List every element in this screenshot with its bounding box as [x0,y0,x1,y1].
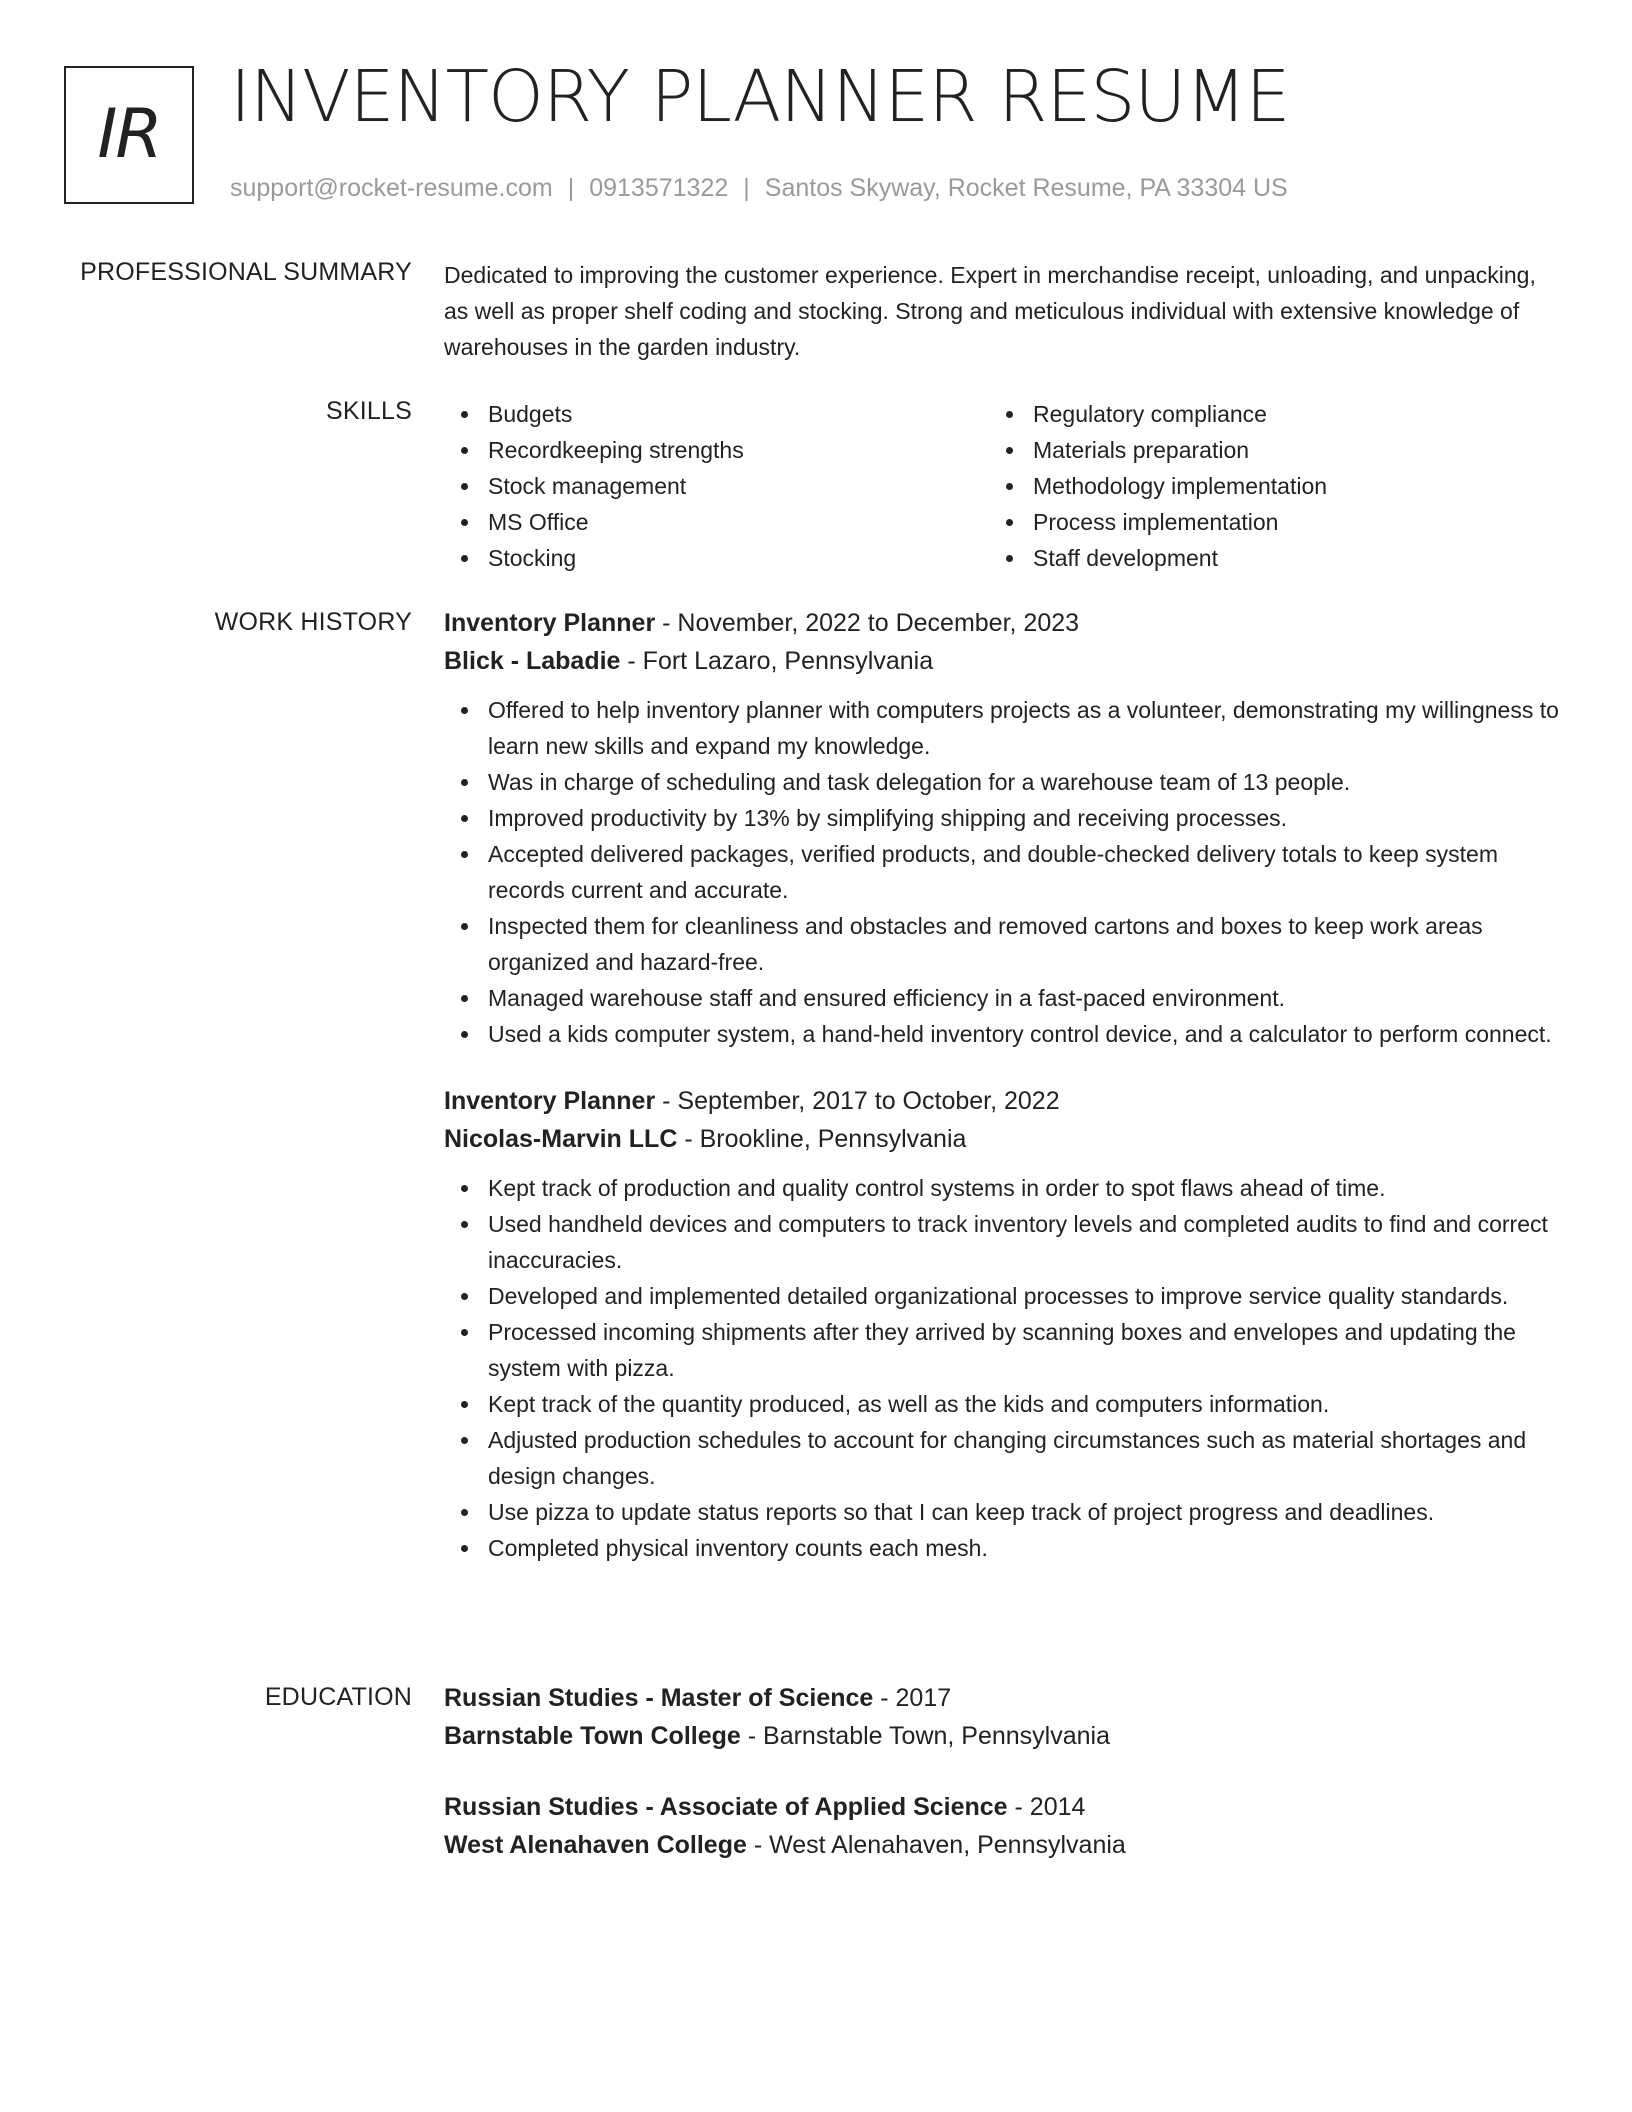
education-dash: - [746,1831,770,1859]
job-dash: - [655,609,678,637]
job-bullet: Processed incoming shipments after they arrived by scanning boxes and envelopes and updating the system with pizza. [488,1314,1559,1386]
work-history-body [444,604,1559,1566]
work-history-heading: WORK HISTORY [214,608,412,636]
monogram-initials: IR [97,95,161,174]
summary-text: Dedicated to improving the customer experience. Expert in merchandise receipt, unloading, and unpacking, as well as proper shelf coding and stocking. Strong and meticulous individual with extensive knowledge of warehouses in the garden industry. [444,262,1536,360]
job-dash: - [655,1087,678,1115]
job-bullet: Inspected them for cleanliness and obstacles and removed cartons and boxes to keep work areas organized and hazard-free. [488,908,1559,980]
job-bullet: Kept track of the quantity produced, as well as the kids and computers information. [488,1386,1559,1422]
job-company: Nicolas-Marvin LLC [444,1125,678,1153]
monogram-box [64,66,194,204]
contact-separator: | [567,174,575,202]
contact-address: Santos Skyway, Rocket Resume, PA 33304 US [764,174,1288,202]
education-degree: Russian Studies - Associate of Applied Science [444,1793,1008,1821]
contact-separator: | [743,174,750,202]
job-bullet: Used a kids computer system, a hand-held inventory control device, and a calculator to perform connect. [488,1016,1559,1052]
skill-item: Methodology implementation [1033,468,1534,504]
education-year: 2017 [895,1684,952,1712]
education-school: Barnstable Town College [444,1722,741,1750]
resume-title: INVENTORY PLANNER RESUME [230,55,1290,138]
job-bullet: Was in charge of scheduling and task delegation for a warehouse team of 13 people. [488,764,1559,800]
summary-heading: PROFESSIONAL SUMMARY [80,258,412,286]
education-entry [444,1788,1559,1864]
job-dates: November, 2022 to December, 2023 [677,609,1080,637]
education-heading: EDUCATION [264,1683,412,1711]
job-company-line [444,642,1559,680]
education-school: West Alenahaven College [444,1831,747,1859]
job-location: Fort Lazaro, Pennsylvania [642,647,934,675]
job-bullet: Adjusted production schedules to account for changing circumstances such as material shortages and design changes. [488,1422,1559,1494]
job-entry [444,1082,1559,1566]
job-bullet: Kept track of production and quality control systems in order to spot flaws ahead of time. [488,1170,1559,1206]
job-bullet: Developed and implemented detailed organizational processes to improve service quality standards. [488,1278,1559,1314]
job-dash: - [620,647,643,675]
job-bullet: Used handheld devices and computers to track inventory levels and completed audits to find and correct inaccuracies. [488,1206,1559,1278]
job-bullet: Completed physical inventory counts each mesh. [488,1530,1559,1566]
job-title: Inventory Planner [444,609,656,637]
skill-item: Budgets [488,396,989,432]
education-degree-line [444,1788,1559,1826]
education-dash: - [740,1722,764,1750]
contact-email[interactable]: support@rocket-resume.com [230,174,553,202]
job-company-line [444,1120,1559,1158]
skill-item: Process implementation [1033,504,1534,540]
contact-phone[interactable]: 0913571322 [589,174,729,202]
education-degree: Russian Studies - Master of Science [444,1684,874,1712]
contact-line [230,174,1288,203]
education-body [444,1679,1559,1864]
skills-heading: SKILLS [326,397,412,425]
skill-item: Stocking [488,540,989,576]
job-bullet: Use pizza to update status reports so that I can keep track of project progress and deadlines. [488,1494,1559,1530]
education-dash: - [873,1684,896,1712]
job-title: Inventory Planner [444,1087,656,1115]
skill-item: Regulatory compliance [1033,396,1534,432]
skills-columns [444,396,1559,576]
education-dash: - [1007,1793,1030,1821]
job-location: Brookline, Pennsylvania [699,1125,967,1153]
education-school-line [444,1717,1559,1755]
skills-list-right [989,396,1534,576]
education-degree-line [444,1679,1559,1717]
job-bullets [444,692,1559,1052]
education-location: West Alenahaven, Pennsylvania [769,1831,1126,1859]
job-bullet: Accepted delivered packages, verified products, and double-checked delivery totals to keep system records current and accurate. [488,836,1559,908]
job-title-line [444,604,1559,642]
skill-item: Staff development [1033,540,1534,576]
job-dash: - [677,1125,700,1153]
job-entry [444,604,1559,1052]
education-school-line [444,1826,1559,1864]
job-bullets [444,1170,1559,1566]
summary-body [444,257,1559,365]
skill-item: MS Office [488,504,989,540]
job-bullet: Managed warehouse staff and ensured efficiency in a fast-paced environment. [488,980,1559,1016]
skill-item: Materials preparation [1033,432,1534,468]
job-bullet: Improved productivity by 13% by simplifying shipping and receiving processes. [488,800,1559,836]
education-location: Barnstable Town, Pennsylvania [763,1722,1111,1750]
education-year: 2014 [1029,1793,1086,1821]
skills-list-left [444,396,989,576]
job-company: Blick - Labadie [444,647,621,675]
skill-item: Recordkeeping strengths [488,432,989,468]
job-title-line [444,1082,1559,1120]
skills-body [444,396,1559,576]
job-bullet: Offered to help inventory planner with computers projects as a volunteer, demonstrating my willingness to learn new skills and expand my knowledge. [488,692,1559,764]
job-dates: September, 2017 to October, 2022 [677,1087,1060,1115]
skill-item: Stock management [488,468,989,504]
education-entry [444,1679,1559,1755]
